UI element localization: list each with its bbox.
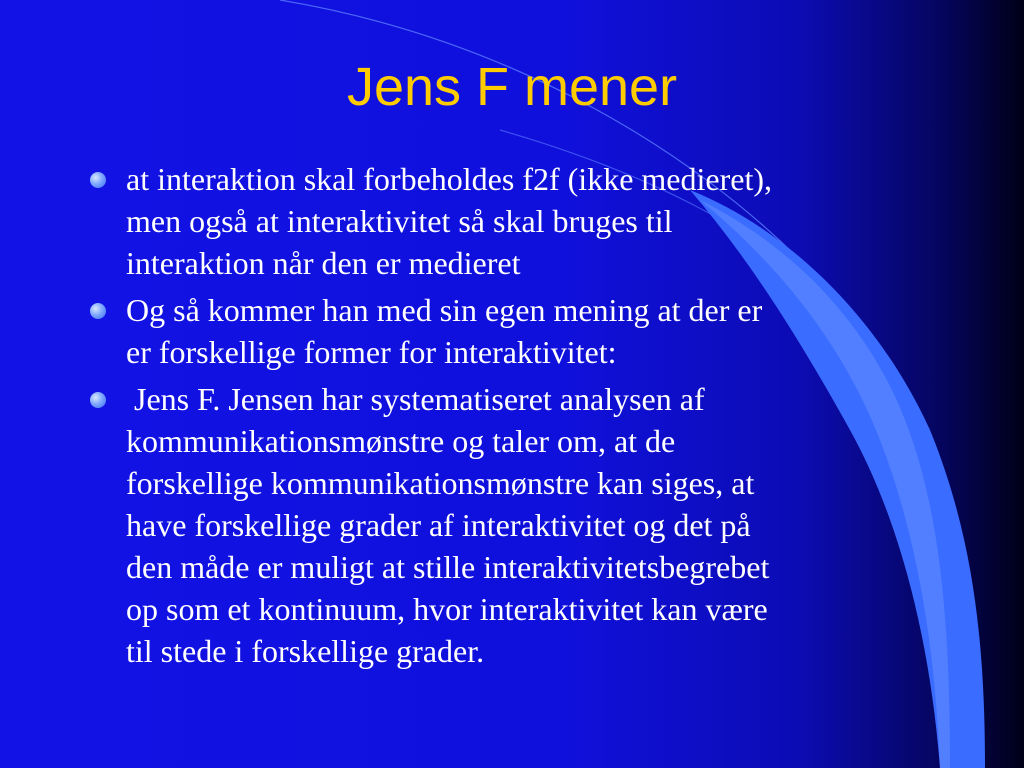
bullet-text: at interaktion skal forbeholdes f2f (ikke medieret), men også at interaktivitet så skal bruges til interaktion når den er medieret bbox=[126, 161, 772, 281]
bullet-dot-icon bbox=[90, 392, 106, 408]
bullet-dot-icon bbox=[90, 303, 106, 319]
slide-title: Jens F mener bbox=[346, 57, 678, 117]
bullet-dot-icon bbox=[90, 172, 106, 188]
bullet-text: Jens F. Jensen har systematiseret analysen af kommunikationsmønstre og taler om, at de forskellige kommunikationsmønstre kan siges, at have forskellige grader af interaktivitet og det på den måde er muligt at stille interaktivitetsbegrebet op som et kontinuum, hvor interaktivitet kan være til stede i forskellige grader. bbox=[126, 381, 770, 669]
list-item bbox=[88, 289, 948, 373]
list-item bbox=[88, 158, 948, 284]
bullet-text: Og så kommer han med sin egen mening at der er er forskellige former for interaktivitet: bbox=[126, 292, 763, 370]
bullet-list bbox=[88, 158, 948, 677]
list-item bbox=[88, 378, 948, 672]
